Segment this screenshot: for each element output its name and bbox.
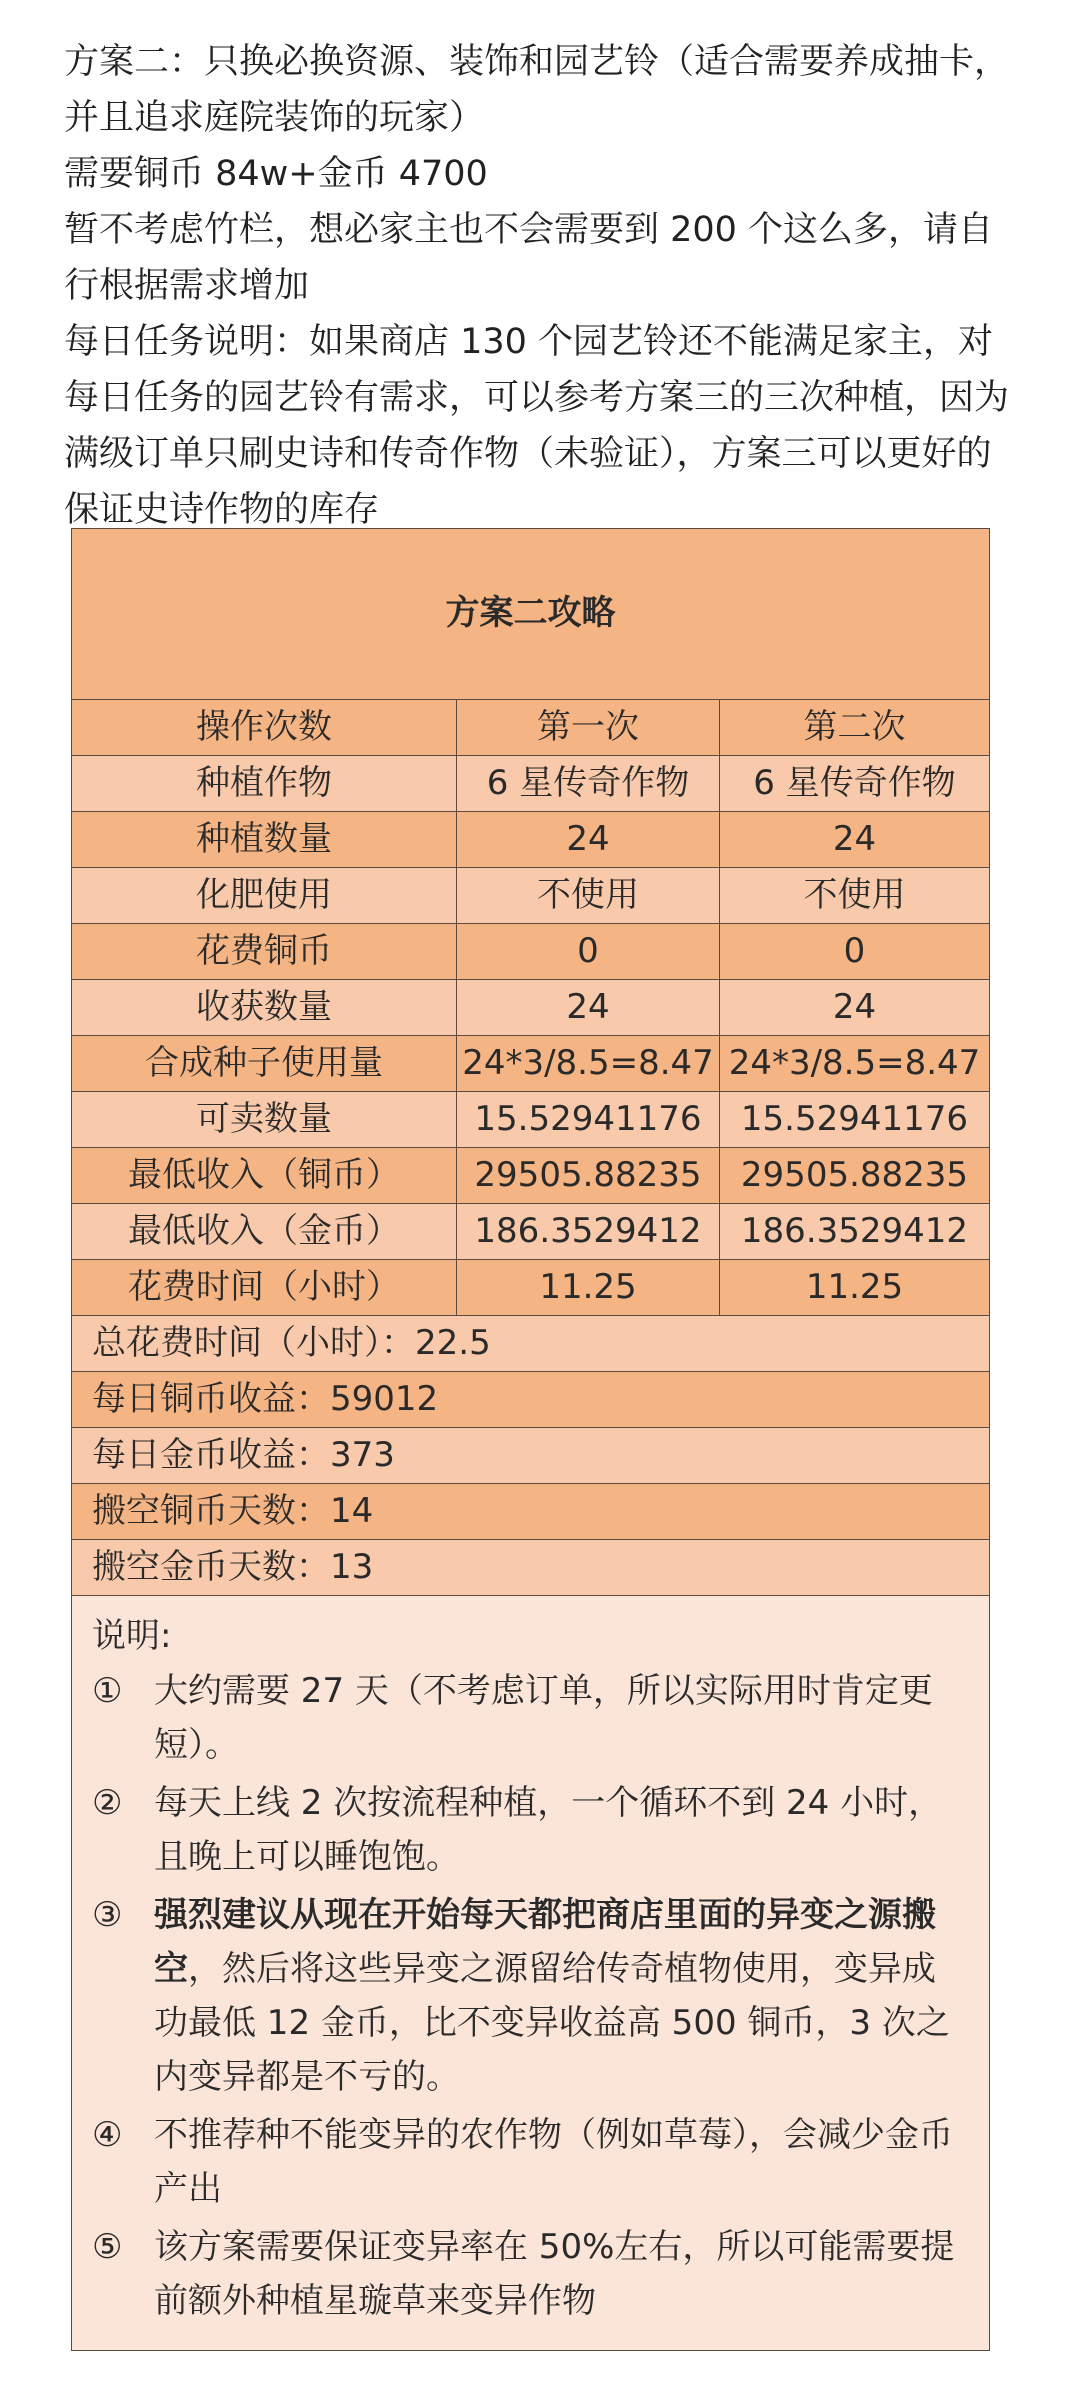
table-cell: 0: [720, 924, 990, 980]
table-title-row: [72, 529, 990, 700]
table-row: [72, 868, 990, 924]
note-number: ②: [92, 1783, 123, 1823]
table-cell: 24*3/8.5=8.47: [720, 1036, 990, 1092]
table-header-row: [72, 700, 990, 756]
row-label: 花费时间（小时）: [72, 1260, 457, 1316]
table-row: [72, 812, 990, 868]
summary-row: [72, 1372, 990, 1428]
table-cell: 24: [720, 980, 990, 1036]
table-cell: 15.52941176: [457, 1092, 720, 1148]
table-row: [72, 756, 990, 812]
table-cell: 11.25: [457, 1260, 720, 1316]
row-label: 种植数量: [72, 812, 457, 868]
row-label: 合成种子使用量: [72, 1036, 457, 1092]
table-row: [72, 1036, 990, 1092]
summary-daily-gold: 每日金币收益：373: [72, 1428, 990, 1484]
summary-row: [72, 1540, 990, 1596]
note-item: [92, 1888, 969, 2104]
note-number: ③: [92, 1895, 123, 1935]
summary-gold-days: 搬空金币天数：13: [72, 1540, 990, 1596]
row-label: 收获数量: [72, 980, 457, 1036]
table-cell: 0: [457, 924, 720, 980]
note-item: [92, 1776, 969, 1884]
table-cell: 15.52941176: [720, 1092, 990, 1148]
row-label: 最低收入（铜币）: [72, 1148, 457, 1204]
table-row: [72, 924, 990, 980]
table-cell: 29505.88235: [720, 1148, 990, 1204]
table-row: [72, 1260, 990, 1316]
table-cell: 11.25: [720, 1260, 990, 1316]
note-text: [154, 2108, 969, 2216]
strategy-table: [71, 528, 990, 2351]
summary-row: [72, 1316, 990, 1372]
summary-row: [72, 1428, 990, 1484]
note-item: [92, 2108, 969, 2216]
note-text: [154, 1776, 969, 1884]
table-cell: 24: [457, 812, 720, 868]
table-cell: 不使用: [720, 868, 990, 924]
table-cell: 不使用: [457, 868, 720, 924]
note-body: 该方案需要保证变异率在 50%左右，所以可能需要提前额外种植星璇草来变异作物: [154, 2227, 955, 2321]
intro-text: [64, 34, 1024, 538]
note-body: ，然后将这些异变之源留给传奇植物使用，变异成功最低 12 金币，比不变异收益高 500 铜币，3 次之内变异都是不亏的。: [154, 1949, 950, 2097]
intro-line-plan: 方案二：只换必换资源、装饰和园艺铃（适合需要养成抽卡，并且追求庭院装饰的玩家）: [64, 42, 1010, 138]
table-cell: 24*3/8.5=8.47: [457, 1036, 720, 1092]
row-label: 花费铜币: [72, 924, 457, 980]
note-item: [92, 1664, 969, 1772]
row-label: 种植作物: [72, 756, 457, 812]
note-number: ④: [92, 2115, 123, 2155]
note-text: [154, 1888, 969, 2104]
table-cell: 6 星传奇作物: [457, 756, 720, 812]
header-cell: 第二次: [720, 700, 990, 756]
table-cell: 24: [720, 812, 990, 868]
table-cell: 186.3529412: [457, 1204, 720, 1260]
row-label: 可卖数量: [72, 1092, 457, 1148]
summary-total-time: 总花费时间（小时）：22.5: [72, 1316, 990, 1372]
table-title: 方案二攻略: [72, 529, 990, 700]
summary-daily-copper: 每日铜币收益：59012: [72, 1372, 990, 1428]
note-body: 不推荐种不能变异的农作物（例如草莓），会减少金币产出: [154, 2115, 953, 2209]
table-row: [72, 980, 990, 1036]
note-body: 大约需要 27 天（不考虑订单，所以实际用时肯定更短）。: [154, 1671, 933, 1765]
table-cell: 6 星传奇作物: [720, 756, 990, 812]
notes-row: [72, 1596, 990, 2351]
note-bold-text: 强烈建议从现在开始每天都把商店里面的异变之源搬空: [154, 1895, 936, 1989]
note-number: ⑤: [92, 2227, 123, 2267]
table-cell: 186.3529412: [720, 1204, 990, 1260]
intro-line-cost: 需要铜币 84w+金币 4700: [64, 154, 488, 194]
table-cell: 29505.88235: [457, 1148, 720, 1204]
row-label: 最低收入（金币）: [72, 1204, 457, 1260]
summary-copper-days: 搬空铜币天数：14: [72, 1484, 990, 1540]
summary-row: [72, 1484, 990, 1540]
notes-cell: [72, 1596, 990, 2351]
table-row: [72, 1204, 990, 1260]
note-text: [154, 2220, 969, 2328]
note-body: 每天上线 2 次按流程种植，一个循环不到 24 小时，且晚上可以睡饱饱。: [154, 1783, 943, 1877]
row-label: 化肥使用: [72, 868, 457, 924]
intro-line-bamboo: 暂不考虑竹栏，想必家主也不会需要到 200 个这么多，请自行根据需求增加: [64, 210, 994, 306]
table-row: [72, 1148, 990, 1204]
table-row: [72, 1092, 990, 1148]
intro-line-daily-task: 每日任务说明：如果商店 130 个园艺铃还不能满足家主，对每日任务的园艺铃有需求，可以参考方案三的三次种植，因为满级订单只刷史诗和传奇作物（未验证），方案三可以更好的保证史诗作物的库存: [64, 322, 1010, 530]
table-cell: 24: [457, 980, 720, 1036]
note-text: [154, 1664, 969, 1772]
note-number: ①: [92, 1671, 123, 1711]
header-cell: 操作次数: [72, 700, 457, 756]
header-cell: 第一次: [457, 700, 720, 756]
notes-title: 说明:: [92, 1616, 172, 1656]
note-item: [92, 2220, 969, 2328]
